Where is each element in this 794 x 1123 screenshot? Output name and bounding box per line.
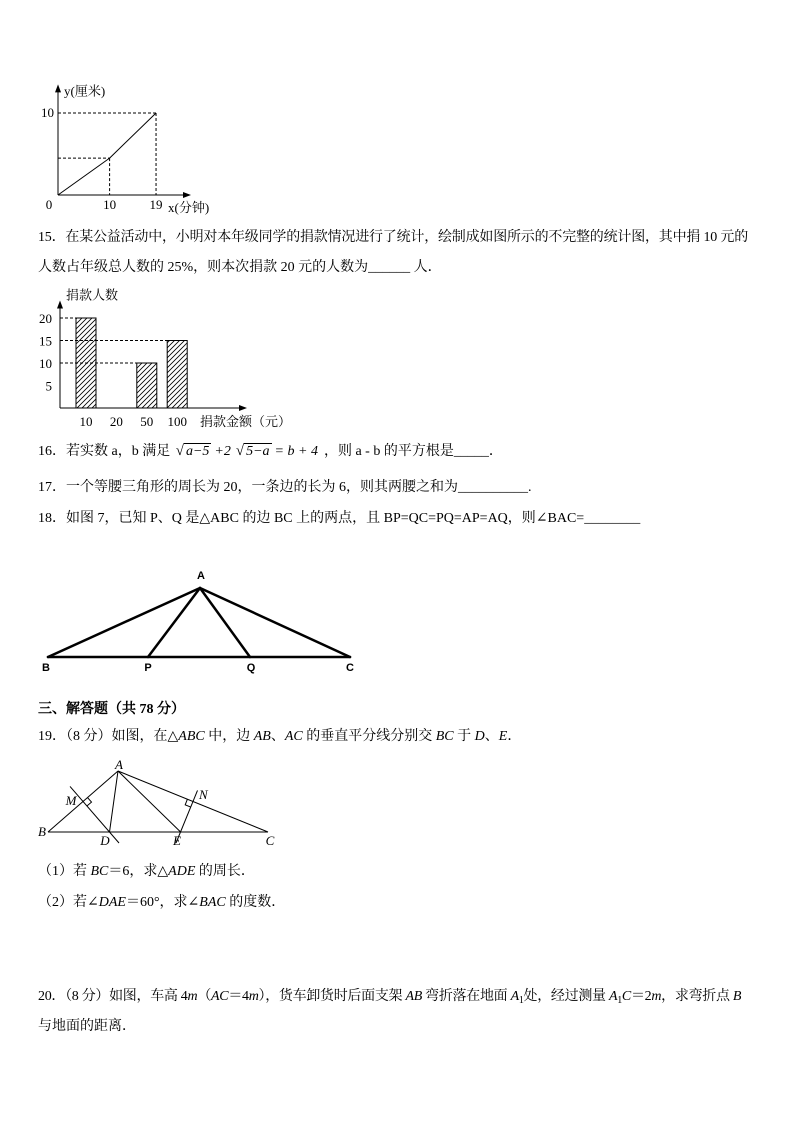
question-20-line-1 xyxy=(38,987,741,1008)
y-axis-arrow-icon xyxy=(55,84,61,92)
q19-text: 、 xyxy=(270,729,285,744)
point-label-d: D xyxy=(100,833,110,848)
math-symbol: AB xyxy=(253,729,271,744)
q19-text: ＝6，求△ xyxy=(108,864,169,879)
q19-text: 于 xyxy=(453,729,475,744)
line-graph-marks xyxy=(41,83,209,215)
y-axis-label: 捐款人数 xyxy=(66,287,119,303)
q20-text: ＝2 xyxy=(630,989,652,1004)
x-tick-label: 10 xyxy=(103,197,117,212)
section-3-title: 三、解答题（共 78 分） xyxy=(38,702,185,717)
radical-sign-icon: √ xyxy=(235,443,245,459)
q20-text: 弯折落在地面 xyxy=(421,989,511,1004)
q19-text: 的垂直平分线分别交 xyxy=(302,729,436,744)
q19-text: 19．（8 分）如图，在△ xyxy=(38,729,179,744)
q20-text: 处，经过测量 xyxy=(523,989,609,1004)
point-label-n: N xyxy=(199,787,208,802)
segment-ab xyxy=(48,588,200,657)
q20-text: ，求弯折点 xyxy=(661,989,733,1004)
segment-ad xyxy=(110,771,119,832)
segment-ap xyxy=(148,588,200,657)
math-symbol: DAE xyxy=(98,895,126,910)
math-symbol: E xyxy=(498,729,508,744)
math-symbol: AC xyxy=(211,989,229,1004)
point-label-m: M xyxy=(65,793,77,808)
question-19-part-1 xyxy=(38,862,255,882)
subscript: 1 xyxy=(617,995,622,1006)
coefficient: +2 xyxy=(214,444,231,459)
radicand-2: 5−a xyxy=(246,444,270,459)
math-symbol: BAC xyxy=(199,895,226,910)
q20-text: ＝4 xyxy=(228,989,249,1004)
x-axis-arrow-icon xyxy=(239,405,247,411)
vertex-label-c: C xyxy=(346,662,354,674)
sqrt-expression-2 xyxy=(236,441,272,462)
distance-time-line-graph xyxy=(30,78,230,218)
bar-50 xyxy=(137,363,157,408)
y-tick-label: 10 xyxy=(41,105,54,120)
math-symbol: ABC xyxy=(178,729,205,744)
question-15-line-2: 人数占年级总人数的 25%，则本次捐款 20 元的人数为______ 人． xyxy=(38,260,442,275)
x-axis-label: 捐款金额（元） xyxy=(200,414,292,429)
q20-text: 20．（8 分）如图，车高 4 xyxy=(38,989,188,1004)
q19-text: ＝60°，求∠ xyxy=(125,895,200,910)
data-line-segment xyxy=(58,158,110,195)
sqrt-expression-1 xyxy=(176,441,212,462)
vertex-label-b: B xyxy=(38,824,46,839)
math-symbol: BC xyxy=(90,864,109,879)
math-symbol: ADE xyxy=(168,864,196,879)
perpendicular-bisector-figure xyxy=(30,755,285,855)
math-symbol: m xyxy=(248,989,259,1004)
bar-100 xyxy=(167,341,187,409)
y-tick-label: 10 xyxy=(39,356,52,371)
math-symbol: m xyxy=(651,989,662,1004)
category-label: 50 xyxy=(140,414,154,429)
vertex-label-c: C xyxy=(265,833,275,848)
y-tick-label: 15 xyxy=(39,333,52,349)
question-19-part-2 xyxy=(38,893,285,913)
q19-text: ． xyxy=(507,729,522,744)
donation-bar-chart xyxy=(30,285,300,435)
x-axis-label: x(分钟) xyxy=(168,200,210,215)
point-label-p: P xyxy=(144,662,152,674)
math-symbol: D xyxy=(474,729,485,744)
radical-sign-icon: √ xyxy=(175,443,184,459)
data-line-segment xyxy=(110,113,156,158)
vertex-label-b: B xyxy=(42,662,50,674)
vertex-label-a: A xyxy=(197,570,205,582)
bar-10 xyxy=(76,318,96,408)
q19-text: 、 xyxy=(484,729,499,744)
question-15-line-1: 15．在某公益活动中，小明对本年级同学的捐款情况进行了统计，绘制成如图所示的不完整的统计图，其中捐 10 元的 xyxy=(38,230,748,245)
math-symbol: AC xyxy=(284,729,303,744)
bar-chart-marks xyxy=(39,288,291,430)
math-symbol: A xyxy=(510,989,519,1004)
x-axis-arrow-icon xyxy=(183,192,191,198)
right-angle-mark-m xyxy=(87,798,92,806)
vertex-label-a: A xyxy=(115,757,123,772)
point-label-q: Q xyxy=(246,662,256,674)
question-18: 18．如图 7，已知 P、Q 是△ABC 的边 BC 上的两点，且 BP=QC=PQ=AP=AQ，则∠BAC=________ xyxy=(38,511,641,526)
segment-ac xyxy=(200,588,350,657)
figure-segments xyxy=(48,771,268,843)
q20-text: （ xyxy=(197,989,212,1004)
q19-text: （1）若 xyxy=(38,864,91,879)
radicand-1: a−5 xyxy=(185,444,210,459)
q19-text: 中，边 xyxy=(204,729,254,744)
q20-text: ），货车卸货时后面支架 xyxy=(258,989,406,1004)
question-19-stem xyxy=(38,727,521,747)
category-label: 20 xyxy=(109,414,123,429)
math-symbol: A xyxy=(608,989,618,1004)
point-label-e: E xyxy=(173,833,181,848)
math-symbol: C xyxy=(621,989,631,1004)
math-symbol: B xyxy=(732,989,742,1004)
equation-right-side: = b + 4 xyxy=(274,444,318,459)
x-tick-label: 19 xyxy=(149,197,163,212)
y-tick-label: 5 xyxy=(45,378,52,394)
origin-label: 0 xyxy=(45,197,53,212)
category-label: 100 xyxy=(167,414,187,429)
question-16 xyxy=(38,441,503,462)
q16-suffix: ，则 a - b 的平方根是_____． xyxy=(323,444,503,459)
triangle-segments xyxy=(48,588,350,657)
y-axis-label: y(厘米) xyxy=(64,83,106,99)
math-symbol: BC xyxy=(435,729,454,744)
y-axis-arrow-icon xyxy=(57,301,63,309)
segment-ae xyxy=(118,771,181,832)
category-label: 10 xyxy=(79,414,93,429)
math-symbol: AB xyxy=(405,989,422,1004)
figure-7-triangle xyxy=(35,565,365,677)
subscript: 1 xyxy=(518,995,524,1006)
question-17: 17．一个等腰三角形的周长为 20，一条边的长为 6，则其两腰之和为__________. xyxy=(38,480,532,495)
y-tick-label: 20 xyxy=(39,311,52,326)
q16-prefix: 16．若实数 a，b 满足 xyxy=(38,444,174,459)
q19-text: （2）若∠ xyxy=(38,895,99,910)
question-20-line-2: 与地面的距离． xyxy=(38,1019,136,1034)
q19-text: 的度数． xyxy=(225,895,286,910)
math-symbol: m xyxy=(187,989,198,1004)
q19-text: 的周长． xyxy=(195,864,255,879)
